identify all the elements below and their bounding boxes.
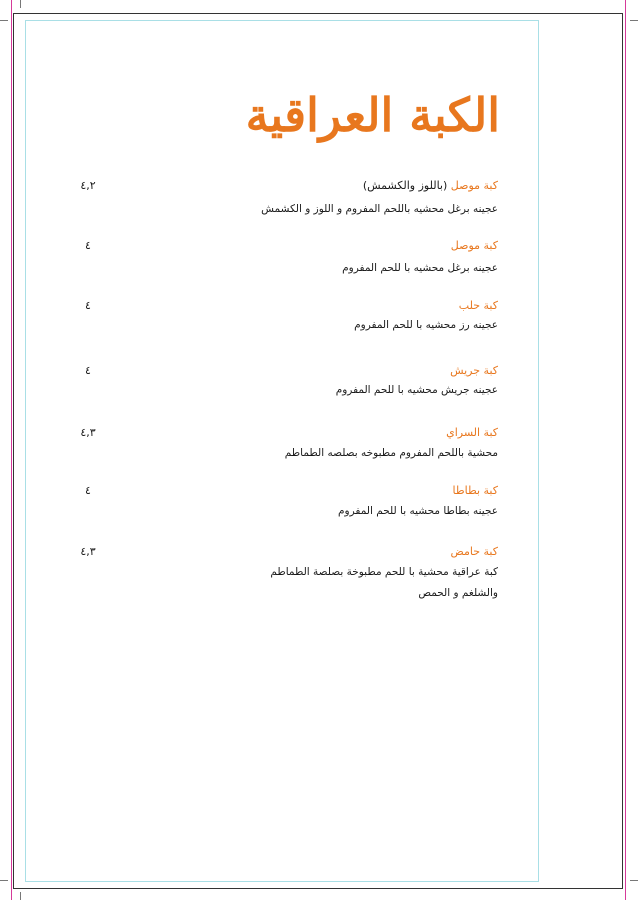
item-name-note: (باللوز والكشمش) bbox=[362, 179, 448, 192]
item-description: محشية باللحم المفروم مطبوخه بصلصه الطماطم bbox=[284, 447, 498, 459]
menu-item bbox=[70, 364, 498, 404]
bleed-line-right bbox=[625, 0, 626, 900]
item-name: كبة السراي bbox=[446, 426, 498, 439]
item-description: عجينه برغل محشيه باللحم المفروم و اللوز و الكشمش bbox=[261, 203, 498, 215]
item-price: ٤ bbox=[85, 299, 91, 312]
bleed-line-left bbox=[11, 0, 12, 900]
item-description: عجينه بطاطا محشيه با للحم المفروم bbox=[338, 505, 498, 517]
item-price: ٤ bbox=[85, 239, 91, 252]
item-description-continued: والشلغم و الحمص bbox=[418, 587, 498, 599]
crop-mark-bottom-left bbox=[0, 880, 8, 881]
item-price: ٤ bbox=[85, 364, 91, 377]
page-title: الكبة العراقية bbox=[245, 88, 500, 142]
item-name: كبة موصل bbox=[450, 239, 498, 252]
item-description: عجينه جريش محشيه با للحم المفروم bbox=[335, 384, 498, 396]
item-name: كبة حلب bbox=[458, 299, 498, 312]
item-description: عجينه برغل محشيه با للحم المفروم bbox=[342, 262, 498, 274]
item-price: ٤ bbox=[85, 484, 91, 497]
item-description: عجينه رز محشيه با للحم المفروم bbox=[354, 319, 498, 331]
item-price: ٤,٣ bbox=[80, 545, 96, 558]
menu-item bbox=[70, 426, 498, 466]
crop-mark-top-left bbox=[0, 20, 8, 21]
item-name bbox=[363, 179, 498, 192]
item-price: ٤,٢ bbox=[80, 179, 96, 192]
item-name-text: كبة موصل bbox=[450, 179, 498, 192]
crop-mark-top-right bbox=[630, 20, 638, 21]
item-name: كبة جريش bbox=[450, 364, 498, 377]
item-name: كبة حامض bbox=[450, 545, 498, 558]
crop-mark-bottom-left-v bbox=[20, 892, 21, 900]
menu-item bbox=[70, 239, 498, 279]
menu-item bbox=[70, 545, 498, 605]
item-price: ٤,٣ bbox=[80, 426, 96, 439]
menu-item bbox=[70, 179, 498, 219]
crop-mark-top-left-v bbox=[20, 0, 21, 8]
menu-item bbox=[70, 299, 498, 339]
menu-item bbox=[70, 484, 498, 524]
item-name: كبة بطاطا bbox=[452, 484, 498, 497]
item-description: كبة عراقية محشية با للحم مطبوخة بصلصة الطماطم bbox=[270, 566, 498, 578]
crop-mark-bottom-right bbox=[630, 880, 638, 881]
